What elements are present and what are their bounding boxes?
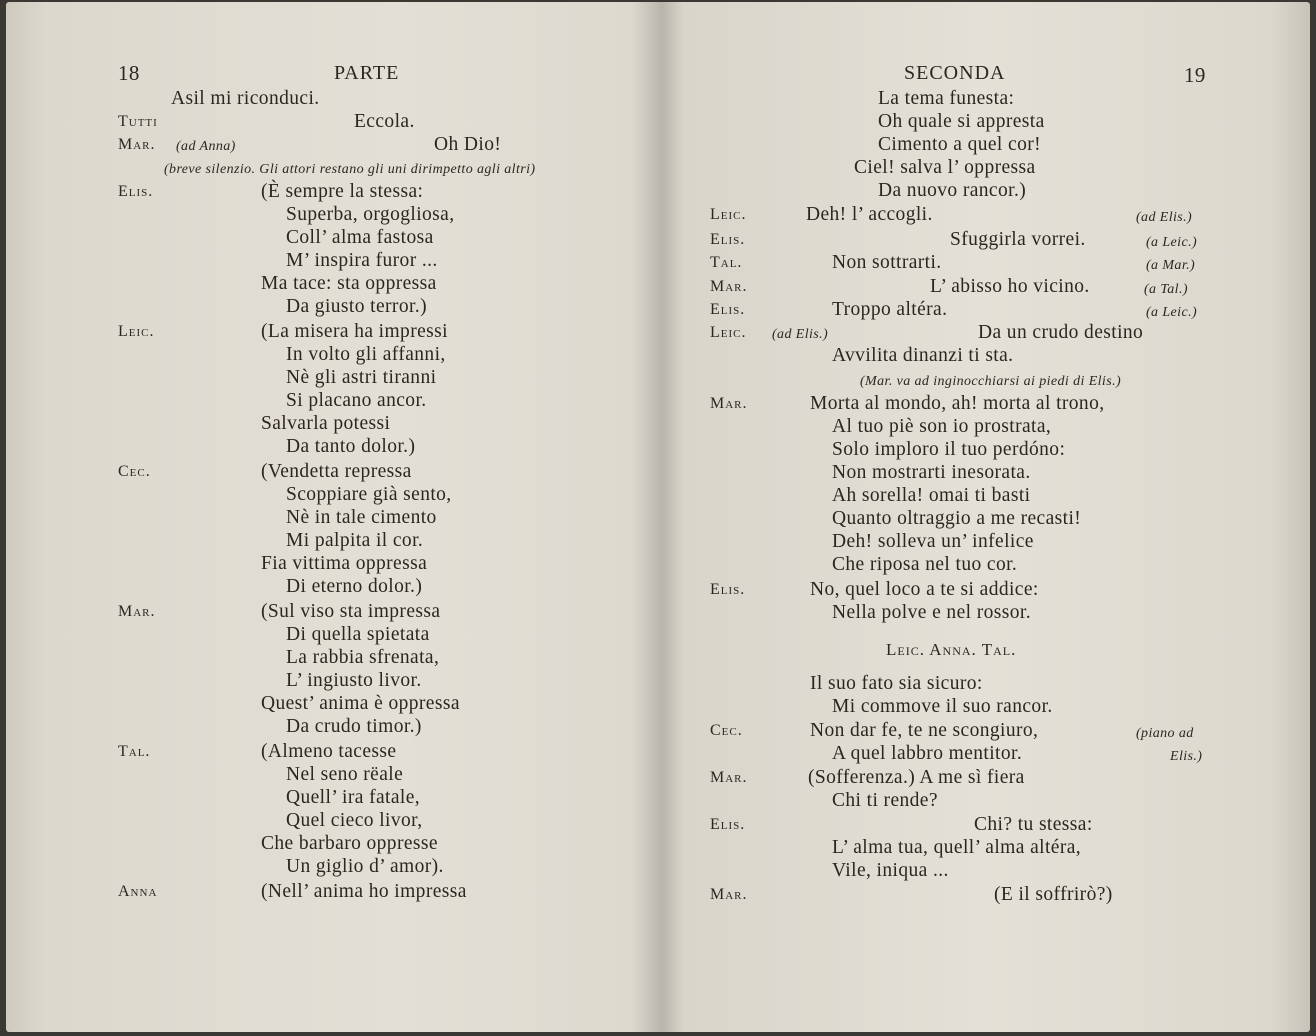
verse-line: L’ ingiusto livor.	[286, 670, 422, 691]
speaker-label: Mar.	[710, 886, 748, 903]
verse-line: Eccola.	[354, 111, 415, 132]
verse-line: (Vendetta repressa	[261, 461, 412, 482]
verse-line: Deh! solleva un’ infelice	[832, 531, 1034, 552]
verse-line: (Sul viso sta impressa	[261, 601, 441, 622]
stage-direction: (ad Anna)	[176, 139, 236, 154]
verse-line: Ah sorella! omai ti basti	[832, 485, 1031, 506]
verse-line: (Almeno tacesse	[261, 741, 397, 762]
page-number: 19	[1184, 63, 1206, 87]
verse-line: Oh quale si appresta	[878, 111, 1045, 132]
verse-line: Quanto oltraggio a me recasti!	[832, 508, 1082, 529]
stage-direction: (piano ad	[1136, 726, 1194, 741]
verse-line: Da nuovo rancor.)	[878, 180, 1027, 201]
verse-line: Cimento a quel cor!	[878, 134, 1042, 155]
speaker-label: Mar.	[118, 603, 156, 620]
verse-line: Chi ti rende?	[832, 790, 938, 811]
speaker-label: Mar.	[118, 136, 156, 153]
verse-line: Scoppiare già sento,	[286, 484, 452, 505]
verse-line: Che riposa nel tuo cor.	[832, 554, 1018, 575]
speaker-label: Mar.	[710, 395, 748, 412]
verse-line: Che barbaro oppresse	[261, 833, 438, 854]
verse-line: Quell’ ira fatale,	[286, 787, 421, 808]
speaker-label: Elis.	[710, 231, 746, 248]
verse-line: Di eterno dolor.)	[286, 576, 423, 597]
speaker-label: Mar.	[710, 769, 748, 786]
stage-direction: (ad Elis.)	[772, 327, 829, 342]
verse-line: Superba, orgogliosa,	[286, 204, 455, 225]
verse-line: Non dar fe, te ne scongiuro,	[810, 720, 1039, 741]
verse-line: Non mostrarti inesorata.	[832, 462, 1031, 483]
page-number: 18	[118, 61, 140, 85]
speaker-label: Elis.	[710, 816, 746, 833]
verse-line: Sfuggirla vorrei.	[950, 229, 1086, 250]
verse-line: Deh! l’ accogli.	[806, 204, 933, 225]
section-heading: Leic. Anna. Tal.	[886, 640, 1017, 659]
verse-line: Ciel! salva l’ oppressa	[854, 157, 1036, 178]
speaker-label: Elis.	[710, 301, 746, 318]
verse-line: Quel cieco livor,	[286, 810, 423, 831]
speaker-label: Mar.	[710, 278, 748, 295]
verse-line: Ma tace: sta oppressa	[261, 273, 437, 294]
verse-line: Morta al mondo, ah! morta al trono,	[810, 393, 1105, 414]
verse-line: Nella polve e nel rossor.	[832, 602, 1031, 623]
stage-direction: (Mar. va ad inginocchiarsi ai piedi di Elis.)	[860, 374, 1122, 389]
speaker-label: Cec.	[118, 463, 151, 480]
verse-line: Nè gli astri tiranni	[286, 367, 437, 388]
verse-line: M’ inspira furor ...	[286, 250, 438, 271]
verse-line: L’ alma tua, quell’ alma altéra,	[832, 837, 1082, 858]
running-head: SECONDA	[904, 62, 1006, 84]
book-spread	[6, 2, 1310, 1032]
speaker-label: Tal.	[710, 254, 743, 271]
stage-direction: Elis.)	[1170, 749, 1203, 764]
verse-line: (La misera ha impressi	[261, 321, 448, 342]
verse-line: Coll’ alma fastosa	[286, 227, 434, 248]
verse-line: Nè in tale cimento	[286, 507, 437, 528]
verse-line: Da un crudo destino	[978, 322, 1144, 343]
verse-line: Mi commove il suo rancor.	[832, 696, 1053, 717]
stage-direction: (a Mar.)	[1146, 258, 1196, 273]
verse-line: In volto gli affanni,	[286, 344, 446, 365]
speaker-label: Leic.	[710, 206, 747, 223]
verse-line: Quest’ anima è oppressa	[261, 693, 460, 714]
speaker-label: Elis.	[118, 183, 154, 200]
stage-direction: (breve silenzio. Gli attori restano gli uni dirimpetto agli altri)	[164, 162, 536, 177]
speaker-label: Tal.	[118, 743, 151, 760]
verse-line: (Nell’ anima ho impressa	[261, 881, 467, 902]
verse-line: Fia vittima oppressa	[261, 553, 428, 574]
verse-line: (Sofferenza.) A me sì fiera	[808, 767, 1025, 788]
speaker-label: Elis.	[710, 581, 746, 598]
left-page	[6, 2, 656, 1032]
verse-line: Asil mi riconduci.	[171, 88, 320, 109]
verse-line: L’ abisso ho vicino.	[930, 276, 1090, 297]
verse-line: Oh Dio!	[434, 134, 502, 155]
speaker-label: Leic.	[710, 324, 747, 341]
verse-line: Il suo fato sia sicuro:	[810, 673, 983, 694]
verse-line: Di quella spietata	[286, 624, 430, 645]
verse-line: La rabbia sfrenata,	[286, 647, 440, 668]
verse-line: Si placano ancor.	[286, 390, 427, 411]
verse-line: Mi palpita il cor.	[286, 530, 424, 551]
stage-direction: (a Leic.)	[1146, 235, 1198, 250]
verse-line: Al tuo piè son io prostrata,	[832, 416, 1052, 437]
verse-line: Nel seno rëale	[286, 764, 404, 785]
verse-line: Da tanto dolor.)	[286, 436, 416, 457]
stage-direction: (a Leic.)	[1146, 305, 1198, 320]
verse-line: Avvilita dinanzi ti sta.	[832, 345, 1014, 366]
speaker-label: Cec.	[710, 722, 743, 739]
verse-line: (E il soffrirò?)	[994, 884, 1113, 905]
verse-line: Chi? tu stessa:	[974, 814, 1093, 835]
running-head: PARTE	[334, 62, 400, 84]
verse-line: A quel labbro mentitor.	[832, 743, 1023, 764]
verse-line: Un giglio d’ amor).	[286, 856, 444, 877]
speaker-label: Tutti	[118, 113, 158, 130]
verse-line: La tema funesta:	[878, 88, 1015, 109]
stage-direction: (ad Elis.)	[1136, 210, 1193, 225]
verse-line: Salvarla potessi	[261, 413, 391, 434]
speaker-label: Anna	[118, 883, 158, 900]
verse-line: (È sempre la stessa:	[261, 181, 424, 202]
verse-line: Non sottrarti.	[832, 252, 942, 273]
speaker-label: Leic.	[118, 323, 155, 340]
verse-line: Troppo altéra.	[832, 299, 948, 320]
verse-line: Solo imploro il tuo perdóno:	[832, 439, 1066, 460]
verse-line: Da crudo timor.)	[286, 716, 422, 737]
verse-line: Da giusto terror.)	[286, 296, 427, 317]
verse-line: No, quel loco a te si addice:	[810, 579, 1039, 600]
right-page	[660, 2, 1310, 1032]
stage-direction: (a Tal.)	[1144, 282, 1188, 297]
verse-line: Vile, iniqua ...	[832, 860, 949, 881]
